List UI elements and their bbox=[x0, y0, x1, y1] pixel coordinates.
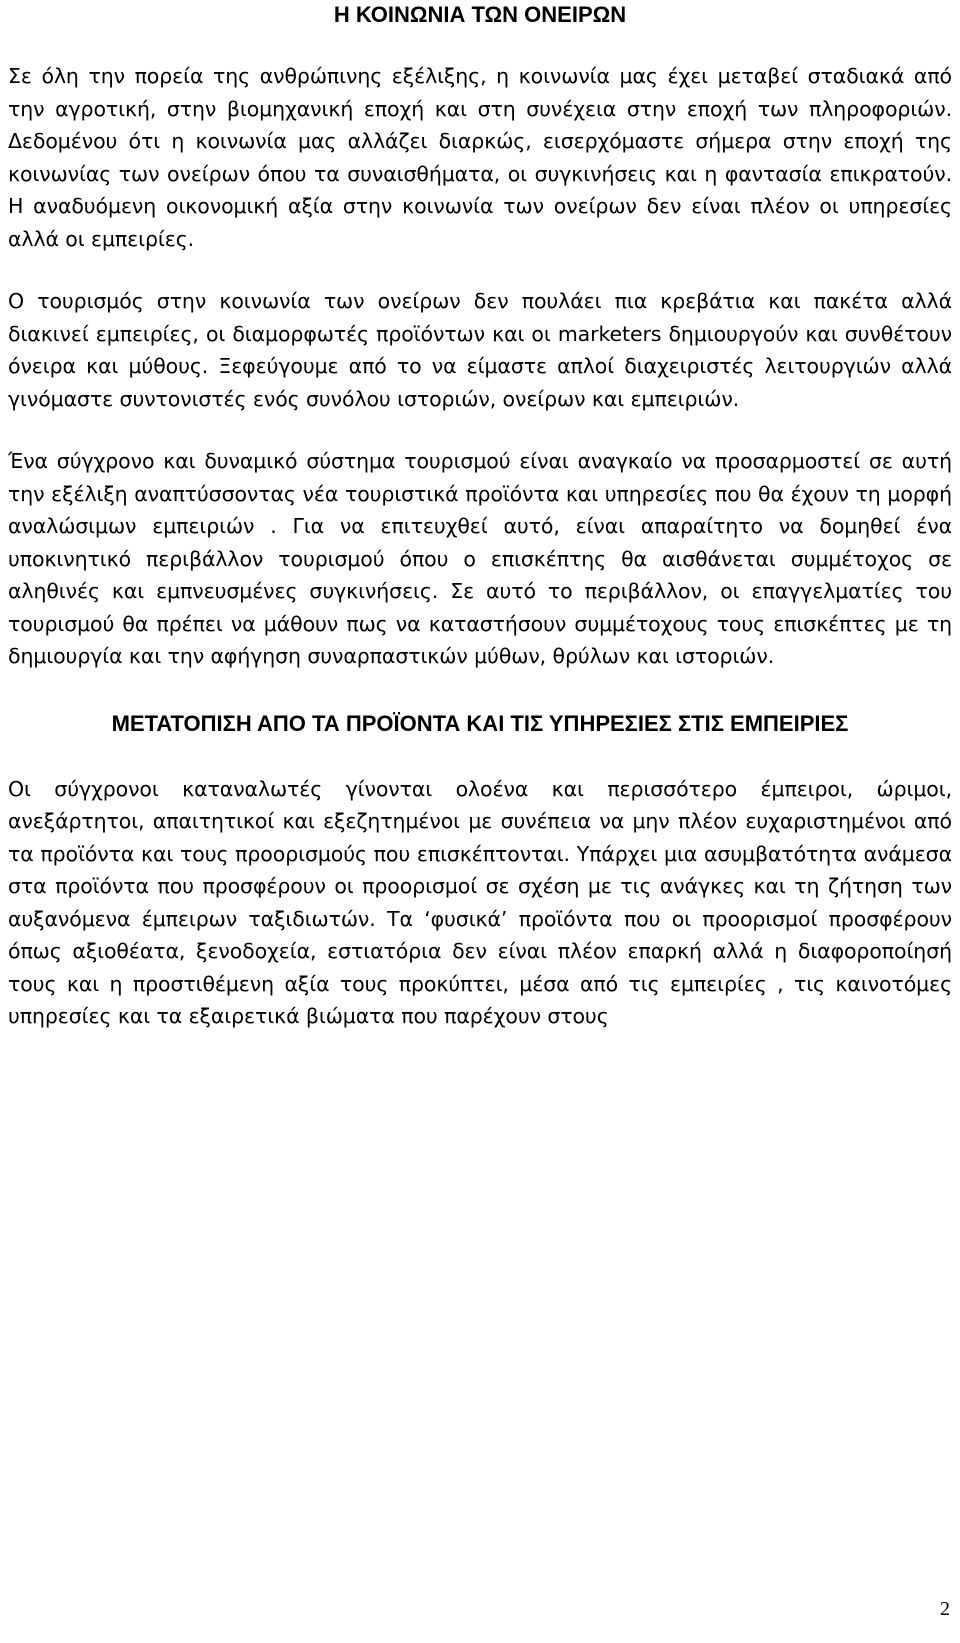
document-title: Η ΚΟΙΝΩΝΙΑ ΤΩΝ ΟΝΕΙΡΩΝ bbox=[333, 2, 627, 27]
document-page bbox=[8, 0, 952, 1033]
section-spacer bbox=[8, 673, 952, 703]
paragraph-dream-society: Σε όλη την πορεία της ανθρώπινης εξέλιξης, η κοινωνία μας έχει μεταβεί σταδιακά από την αγροτική, στην βιομηχανική εποχή και στη συνέχεια στην εποχή των πληροφοριών. Δεδομένου ότι η κοινωνία μας αλλάζει διαρκώς, εισερχόμαστε σήμερα στην εποχή της κοινωνίας των ονείρων όπου τα συναισθήματα, οι συγκινήσεις και η φαντασία επικρατούν. Η αναδυόμενη οικονομική αξία στην κοινωνία των ονείρων δεν είναι πλέον οι υπηρεσίες αλλά οι εμπειρίες. bbox=[8, 64, 952, 251]
page-number: 2 bbox=[940, 1598, 950, 1620]
paragraph-tourism-experiences: Ο τουρισμός στην κοινωνία των ονείρων δεν πουλάει πια κρεβάτια και πακέτα αλλά διακινεί εμπειρίες, οι διαμορφωτές προϊόντων και οι marketers δημιουργούν και συνθέτουν όνειρα και μύθους. Ξεφεύγουμε από το να είμαστε απλοί διαχειριστές λειτουργιών αλλά γινόμαστε συντονιστές ενός συνόλου ιστοριών, ονείρων και εμπειριών. bbox=[8, 289, 952, 411]
section-heading: ΜΕΤΑΤΟΠΙΣΗ ΑΠΟ ΤΑ ΠΡΟΪΟΝΤΑ ΚΑΙ ΤΙΣ ΥΠΗΡΕΣΙΕΣ ΣΤΙΣ ΕΜΠΕΙΡΙΕΣ bbox=[111, 710, 849, 736]
paragraph-modern-consumers: Οι σύγχρονοι καταναλωτές γίνονται ολοένα και περισσότερο έμπειροι, ώριμοι, ανεξάρτητοι, απαιτητικοί και εξεζητημένοι με συνέπεια να μην πλέον ευχαριστημένοι από τα προϊόντα και τους προορισμούς που επισκέπτονται. Υπάρχει μια ασυμβατότητα ανάμεσα στα προϊόντα που προσφέρουν οι προορισμοί σε σχέση με τις ανάγκες και τη ζήτηση των αυξανόμενα έμπειρων ταξιδιωτών. Τα ‘φυσικά’ προϊόντα που οι προορισμοί προσφέρουν όπως αξιοθέατα, ξενοδοχεία, εστιατόρια δεν είναι πλέον επαρκή αλλά η διαφοροποίησή τους και η προστιθέμενη αξία τους προκύπτει, μέσα από τις εμπειρίες , τις καινοτόμες υπηρεσίες και τα εξαιρετικά βιώματα που παρέχουν στους bbox=[8, 776, 952, 1028]
paragraph-modern-tourism-system: Ένα σύγχρονο και δυναμικό σύστημα τουρισμού είναι αναγκαίο να προσαρμοστεί σε αυτή την εξέλιξη αναπτύσσοντας νέα τουριστικά προϊόντα και υπηρεσίες που θα έχουν τη μορφή αναλώσιμων εμπειριών . Για να επιτευχθεί αυτό, είναι απαραίτητο να δομηθεί ένα υποκινητικό περιβάλλον τουρισμού όπου ο επισκέπτης θα αισθάνεται συμμέτοχος σε αληθινές και εμπνευσμένες συγκινήσεις. Σε αυτό το περιβάλλον, οι επαγγελματίες του τουρισμού θα πρέπει να μάθουν πως να καταστήσουν συμμέτοχους τους επισκέπτες με τη δημιουργία και την αφήγηση συναρπαστικών μύθων, θρύλων και ιστοριών. bbox=[8, 449, 952, 668]
